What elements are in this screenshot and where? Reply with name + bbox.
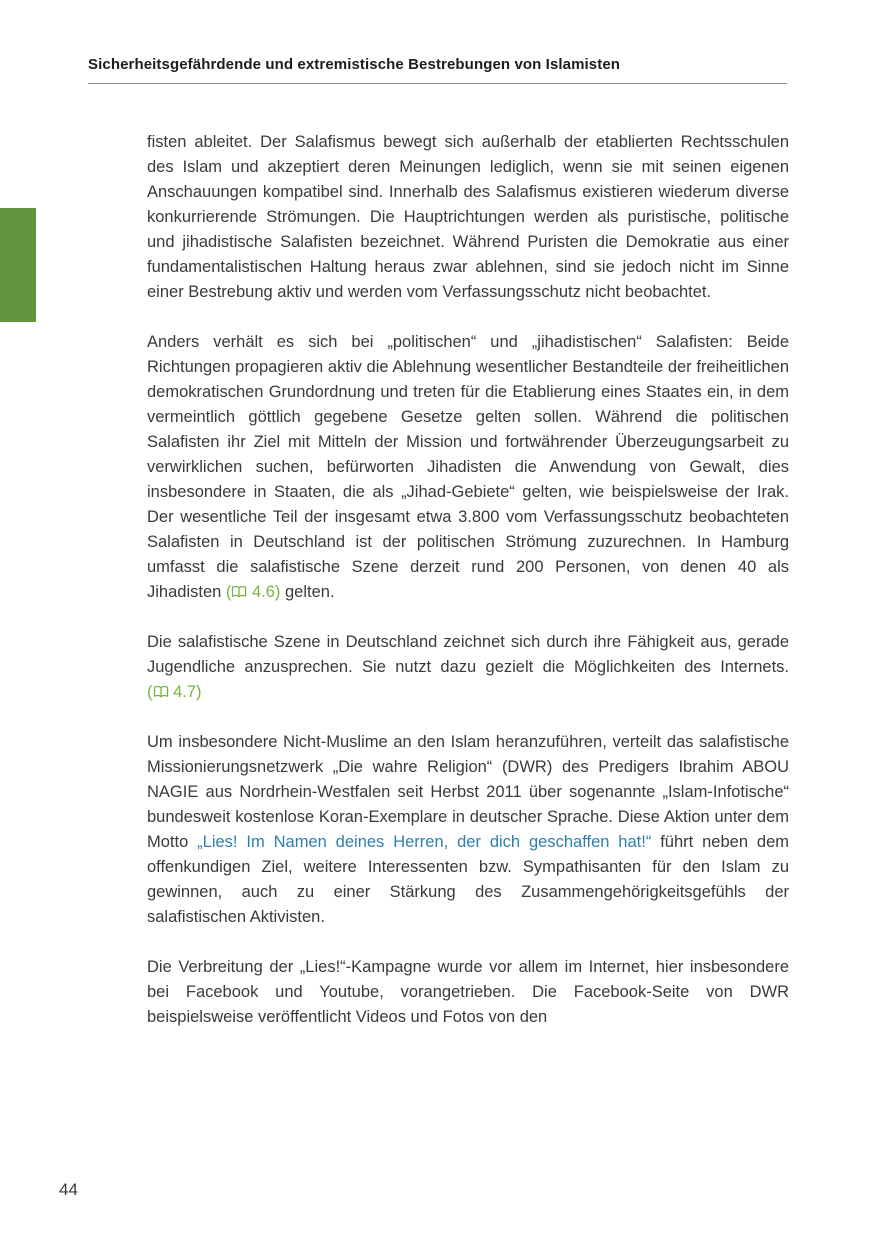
running-header: Sicherheitsgefährdende und extremistische Bestrebungen von Islamisten bbox=[88, 56, 621, 73]
text-run: führt neben dem offenkundigen Ziel, weitere Interessenten bzw. Sympathisanten für den Islam zu gewinnen, auch zu einer Stärkung des Zusammengehörigkeitsgefühls der salafistischen Aktivisten. bbox=[147, 833, 789, 926]
campaign-motto-link[interactable]: „Lies! Im Namen deines Herren, der dich geschaffen hat!“ bbox=[197, 833, 652, 851]
text-run: Anders verhält es sich bei „politischen“ und „jihadistischen“ Salafisten: Beide Richtungen propagieren aktiv die Ablehnung wesentlicher Bestandteile der freiheitlichen demokratischen Grundordnung und treten für die Etablierung eines Staates ein, in dem vermeintlich göttlich gegebene Gesetze gelten sollen. Während die politischen Salafisten ihr Ziel mit Mitteln der Mission und fortwährender Überzeugungsarbeit zu verwirklichen suchen, befürworten Jihadisten die Anwendung von Gewalt, dies insbesondere in Staaten, die als „Jihad-Gebiete“ gelten, wie beispielsweise der Irak. Der wesentliche Teil der insgesamt etwa 3.800 vom Verfassungsschutz beobachteten Salafisten in Deutschland ist der politischen Strömung zuzurechnen. In Hamburg umfasst die salafistische Szene derzeit rund 200 Personen, von denen 40 als Jihadisten bbox=[147, 333, 789, 601]
paragraph bbox=[147, 955, 789, 1030]
chapter-tab-marker bbox=[0, 208, 36, 322]
text-run: gelten. bbox=[280, 583, 335, 601]
text-run: fisten ableitet. Der Salafismus bewegt sich außerhalb der etablierten Rechtsschulen des Islam und akzeptiert deren Meinungen lediglich, wenn sie mit seinen eigenen Anschauungen kompatibel sind. Innerhalb des Salafismus existieren wiederum diverse konkurrierende Strömungen. Die Hauptrichtungen werden als puristische, politische und jihadistische Salafisten bezeichnet. Während Puristen die Demokratie aus einer fundamentalistischen Haltung heraus zwar ablehnen, sind sie jedoch nicht im Sinne einer Bestrebung aktiv und werden vom Verfassungsschutz nicht beobachtet. bbox=[147, 133, 789, 301]
body-text bbox=[147, 130, 789, 1030]
header-rule bbox=[88, 83, 787, 84]
paragraph bbox=[147, 330, 789, 605]
open-book-icon bbox=[231, 585, 247, 598]
page-number: 44 bbox=[59, 1180, 78, 1199]
text-run: Die Verbreitung der „Lies!“-Kampagne wurde vor allem im Internet, hier insbesondere bei Facebook und Youtube, vorangetrieben. Die Facebook-Seite von DWR beispielsweise veröffentlicht Videos und Fotos von den bbox=[147, 958, 789, 1026]
text-run: Um insbesondere Nicht-Muslime an den Islam heranzuführen, verteilt das salafistische Missionierungsnetzwerk „Die wahre Religion“ (DWR) des Predigers Ibrahim ABOU NAGIE aus Nordrhein-Westfalen seit Herbst 2011 über sogenannte „Islam-Infotische“ bundesweit kostenlose Koran-Exemplare in deutscher Sprache. Diese Aktion unter dem Motto bbox=[147, 733, 789, 851]
cross-reference-link[interactable]: ( 4.6) bbox=[225, 583, 281, 601]
cross-reference-link[interactable]: ( 4.7) bbox=[147, 683, 202, 701]
paragraph bbox=[147, 130, 789, 305]
open-book-icon bbox=[153, 685, 169, 698]
paragraph bbox=[147, 630, 789, 705]
text-run: Die salafistische Szene in Deutschland zeichnet sich durch ihre Fähigkeit aus, gerade Jugendliche anzusprechen. Sie nutzt dazu gezielt die Möglichkeiten des Internets. bbox=[147, 633, 789, 676]
paragraph bbox=[147, 730, 789, 930]
